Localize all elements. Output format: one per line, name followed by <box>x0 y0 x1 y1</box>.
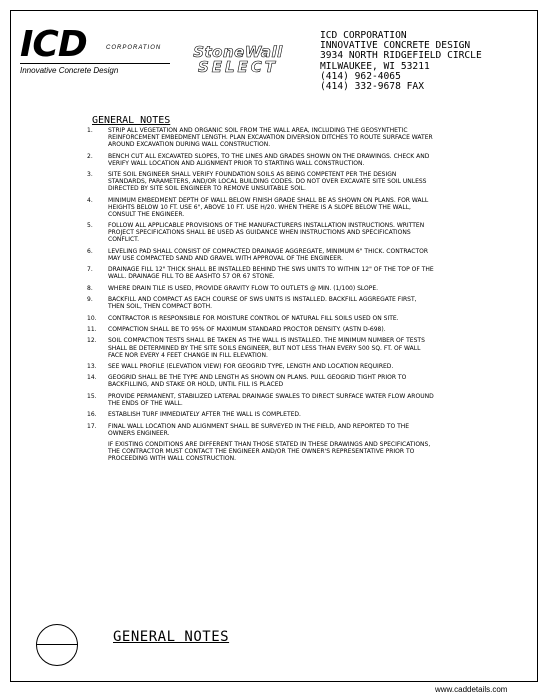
company-line: (414) 962-4065 <box>320 70 401 82</box>
note-number: 5. <box>87 222 93 230</box>
note-text: BACKFILL AND COMPACT AS EACH COURSE OF SWS UNITS IS INSTALLED. BACKFILL AGGREGATE FIRST, THEN SOIL, THEN COMPACT BOTH. <box>108 296 417 311</box>
note-number: 12. <box>87 337 97 345</box>
note-item <box>84 248 434 262</box>
note-text: DRAINAGE FILL 12" THICK SHALL BE INSTALLED BEHIND THE SWS UNITS TO WITHIN 12" OF THE TOP OF THE WALL. DRAINAGE FILL TO BE AASHTO 57 OR 67 STONE. <box>108 266 434 281</box>
note-item <box>84 374 434 388</box>
note-text: MINIMUM EMBEDMENT DEPTH OF WALL BELOW FINISH GRADE SHALL BE AS SHOWN ON PLANS. FOR WALL HEIGHTS BELOW 10 FT. USE 6", ABOVE 10 FT. USE H/20. WHEN THERE IS A SLOPE BELOW THE WALL, CONSULT THE ENGINEER. <box>108 196 429 218</box>
icd-logo-mark: ICD <box>20 24 87 65</box>
detail-title: GENERAL NOTES <box>113 629 230 645</box>
note-number: 11. <box>87 326 97 334</box>
note-number: 8. <box>87 284 93 292</box>
stonewall-logo-line1: StoneWall <box>193 43 283 61</box>
icd-logo-rule <box>20 63 170 64</box>
note-item <box>84 326 434 333</box>
company-address-block <box>320 31 482 92</box>
note-text: BENCH CUT ALL EXCAVATED SLOPES, TO THE LINES AND GRADES SHOWN ON THE DRAWINGS. CHECK AND VERIFY WALL LOCATION AND ALIGNMENT PRIOR TO STARTING WALL CONSTRUCTION. <box>108 152 430 167</box>
note-text: STRIP ALL VEGETATION AND ORGANIC SOIL FROM THE WALL AREA, INCLUDING THE GEOSYNTHETIC REINFORCEMENT EMBEDMENT LENGTH. PLAN EXCAVATION DIVERSION DITCHES TO ROUTE SURFACE WATER AROUND EXCAVATION DURING WALL CONSTRUCTION. <box>108 127 433 149</box>
note-item <box>84 337 434 358</box>
note-text: IF EXISTING CONDITIONS ARE DIFFERENT THAN THOSE STATED IN THESE DRAWINGS AND SPECIFICATIONS, THE CONTRACTOR MUST CONTACT THE ENGINEER AND/OR THE OWNER'S REPRESENTATIVE PRIOR TO PROCEEDING WITH WALL CONSTRUCTION. <box>108 441 431 463</box>
note-text: LEVELING PAD SHALL CONSIST OF COMPACTED DRAINAGE AGGREGATE, MINIMUM 6" THICK. CONTRACTOR MAY USE COMPACTED SAND AND GRAVEL WITH APPROVAL OF THE ENGINEER. <box>108 247 429 262</box>
note-text: WHERE DRAIN TILE IS USED, PROVIDE GRAVITY FLOW TO OUTLETS @ MIN. (1/100) SLOPE. <box>108 284 379 292</box>
detail-callout-circle <box>36 624 78 666</box>
note-item <box>84 171 434 192</box>
company-line: INNOVATIVE CONCRETE DESIGN <box>320 40 471 52</box>
note-item <box>84 153 434 167</box>
note-item <box>84 285 434 292</box>
note-text: ESTABLISH TURF IMMEDIATELY AFTER THE WALL IS COMPLETED. <box>108 411 301 419</box>
note-number: 16. <box>87 411 97 419</box>
note-item <box>84 266 434 280</box>
icd-logo <box>20 24 172 78</box>
note-number: 4. <box>87 196 93 204</box>
note-item <box>84 127 434 148</box>
note-text: COMPACTION SHALL BE TO 95% OF MAXIMUM STANDARD PROCTOR DENSITY. (ASTN D-698). <box>108 326 386 334</box>
note-item <box>84 197 434 218</box>
general-notes-heading: GENERAL NOTES <box>92 115 171 126</box>
icd-logo-tagline: Innovative Concrete Design <box>20 66 119 75</box>
note-item <box>84 423 434 437</box>
note-text: FINAL WALL LOCATION AND ALIGNMENT SHALL BE SURVEYED IN THE FIELD, AND REPORTED TO THE OWNERS ENGINEER. <box>108 422 410 437</box>
note-number: 9. <box>87 296 93 304</box>
stonewall-logo-line2: SELECT <box>197 58 279 76</box>
note-item <box>84 222 434 243</box>
note-number: 1. <box>87 127 93 134</box>
note-text: GEOGRID SHALL BE THE TYPE AND LENGTH AS SHOWN ON PLANS. PULL GEOGRID TIGHT PRIOR TO BACKFILLING, AND STAKE OR HOLD, UNTIL FILL IS PLACED <box>108 374 407 389</box>
note-text: PROVIDE PERMANENT, STABILIZED LATERAL DRAINAGE SWALES TO DIRECT SURFACE WATER FLOW AROUND THE ENDS OF THE WALL. <box>108 392 434 407</box>
detail-callout-divider <box>36 644 78 645</box>
note-number: 17. <box>87 422 97 430</box>
note-number: 3. <box>87 171 93 179</box>
note-text: SOIL COMPACTION TESTS SHALL BE TAKEN AS THE WALL IS INSTALLED. THE MINIMUM NUMBER OF TESTS SHALL BE DETERMINED BY THE SITE SOILS ENGINEER, BUT NOT LESS THAN EVERY 500 SQ. FT. OF WALL FACE NOR EVERY 4 FEET CHANGE IN FILL ELEVATION. <box>108 337 425 359</box>
note-number: 10. <box>87 314 97 322</box>
note-item <box>84 393 434 407</box>
icd-logo-corporation: CORPORATION <box>106 45 162 51</box>
note-number: 13. <box>87 363 97 370</box>
company-line: 3934 NORTH RIDGEFIELD CIRCLE <box>320 50 482 62</box>
company-line: (414) 332-9678 FAX <box>320 81 424 93</box>
watermark-url: www.caddetails.com <box>435 685 508 694</box>
company-line: ICD CORPORATION <box>320 30 407 41</box>
note-number: 14. <box>87 374 97 382</box>
note-text: SITE SOIL ENGINEER SHALL VERIFY FOUNDATION SOILS AS BEING COMPETENT PER THE DESIGN STANDARDS, PARAMETERS, AND/OR LOCAL BUILDING CODES. DO NOT OVER EXCAVATE SITE SOIL UNLESS DIRECTED BY SITE SOIL ENGINEER TO REMOVE UNSUITABLE SOIL. <box>108 171 427 193</box>
general-notes-list <box>84 127 434 467</box>
note-item <box>84 411 434 418</box>
note-number: 15. <box>87 392 97 400</box>
note-item <box>84 315 434 322</box>
note-item <box>84 296 434 310</box>
note-text: SEE WALL PROFILE (ELEVATION VIEW) FOR GEOGRID TYPE, LENGTH AND LOCATION REQUIRED. <box>108 363 394 370</box>
note-number: 2. <box>87 152 93 160</box>
note-number: 6. <box>87 247 93 255</box>
note-text: CONTRACTOR IS RESPONSIBLE FOR MOISTURE CONTROL OF NATURAL FILL SOILS USED ON SITE. <box>108 314 399 322</box>
stonewall-select-logo <box>183 45 293 75</box>
company-line: MILWAUKEE, WI 53211 <box>320 60 430 72</box>
note-item <box>84 441 434 462</box>
note-number: 7. <box>87 266 93 274</box>
note-item <box>84 363 434 370</box>
note-text: FOLLOW ALL APPLICABLE PROVISIONS OF THE MANUFACTURERS INSTALLATION INSTRUCTIONS. WRITTEN PROJECT SPECIFICATIONS SHALL BE USED AS GUIDANCE WHEN INSTRUCTIONS AND SPECIFICATIONS CONFLICT. <box>108 222 425 244</box>
